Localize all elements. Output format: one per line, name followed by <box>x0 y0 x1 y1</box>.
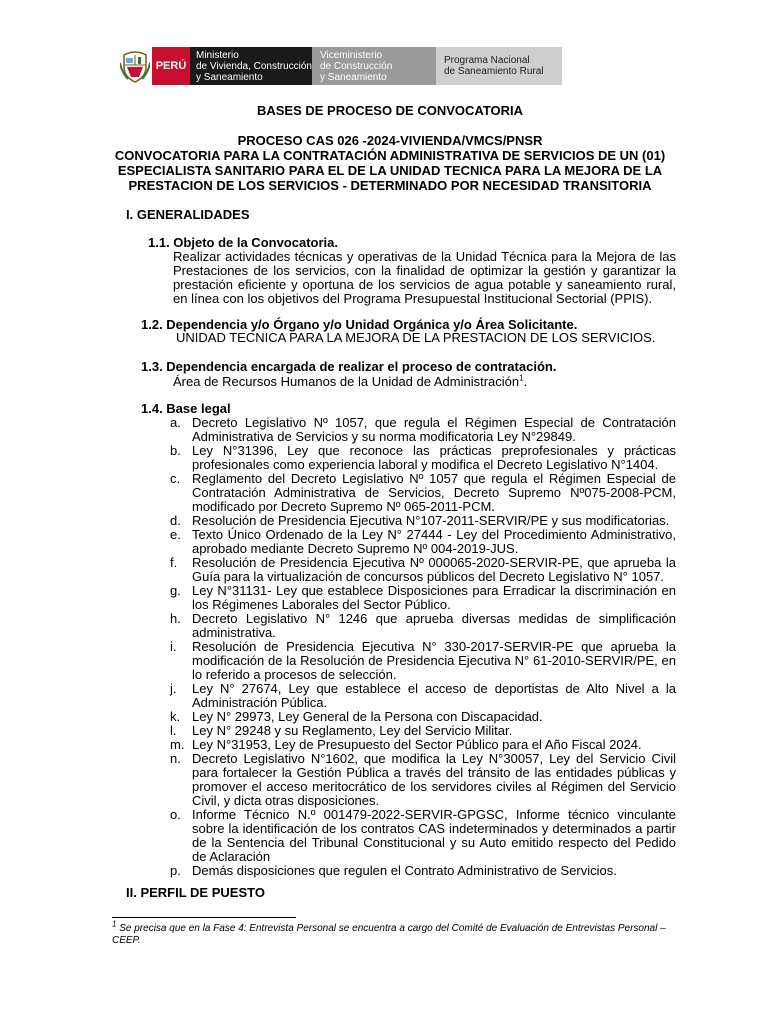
vice-line-3: y Saneamiento <box>320 71 387 83</box>
subtitle-line-4: PRESTACION DE LOS SERVICIOS - DETERMINADO POR NECESIDAD TRANSITORIA <box>128 178 652 193</box>
base-legal-item-marker: c. <box>170 471 181 486</box>
subsection-1-2-heading: 1.2. Dependencia y/o Órgano y/o Unidad Orgánica y/o Área Solicitante. <box>141 317 578 332</box>
viceministry-brand-block <box>312 47 436 85</box>
base-legal-item-marker: p. <box>170 863 181 878</box>
ministry-line-3: y Saneamiento <box>196 71 263 83</box>
section-perfil-heading: II. PERFIL DE PUESTO <box>126 885 265 900</box>
vice-line-1: Viceministerio <box>320 49 383 61</box>
base-legal-item-marker: g. <box>170 583 181 598</box>
footnote <box>112 919 682 947</box>
base-legal-item-text: Ley N°31953, Ley de Presupuesto del Sector Público para el Año Fiscal 2024. <box>192 737 642 752</box>
base-legal-item-text: Ley N° 29248 y su Reglamento, Ley del Servicio Militar. <box>192 723 513 738</box>
base-legal-item-marker: e. <box>170 527 181 542</box>
base-legal-item-text: Decreto Legislativo Nº 1057, que regula el Régimen Especial de Contratación Administrativa de Servicios y su norma modificatoria Ley N°29849. <box>192 415 676 444</box>
coat-of-arms-icon <box>118 47 152 85</box>
footnote-text: Se precisa que en la Fase 4: Entrevista Personal se encuentra a cargo del Comité de Evaluación de Entrevistas Personal – CEEP. <box>112 923 666 946</box>
subsection-1-3-body <box>173 375 527 389</box>
base-legal-item-marker: l. <box>170 723 177 738</box>
base-legal-item-text: Resolución de Presidencia Ejecutiva N° 330-2017-SERVIR-PE que aprueba la modificación de la Resolución de Presidencia Ejecutiva N° 61-2010-SERVIR/PE, en lo referido a procesos de selección. <box>192 639 676 682</box>
base-legal-item-text: Resolución de Presidencia Ejecutiva N°107-2011-SERVIR/PE y sus modificatorias. <box>192 513 670 528</box>
base-legal-item-marker: n. <box>170 751 181 766</box>
base-legal-item-text: Informe Técnico N.º 001479-2022-SERVIR-GPGSC, Informe técnico vinculante sobre la identificación de los contratos CAS indeterminados y determinados a partir de la Sentencia del Tribunal Constitucional y su Auto emitido respecto del Pedido de Aclaración <box>192 807 676 864</box>
base-legal-item-text: Demás disposiciones que regulen el Contrato Administrativo de Servicios. <box>192 863 617 878</box>
subsection-1-1-heading: 1.1. Objeto de la Convocatoria. <box>148 235 338 250</box>
program-brand-block <box>436 47 562 85</box>
base-legal-item-marker: o. <box>170 807 181 822</box>
ministry-brand-block <box>190 47 312 85</box>
document-subtitle <box>100 133 680 193</box>
base-legal-item-marker: m. <box>170 737 185 752</box>
base-legal-item-marker: i. <box>170 639 177 654</box>
base-legal-item-marker: h. <box>170 611 181 626</box>
subtitle-line-3: ESPECIALISTA SANITARIO PARA EL DE LA UNIDAD TECNICA PARA LA MEJORA DE LA <box>117 163 663 178</box>
subsection-1-1-body: Realizar actividades técnicas y operativas de la Unidad Técnica para la Mejora de las Prestaciones de los servicios, con la finalidad de optimizar la gestión y garantizar la prestación eficiente y oportuna de los servicios de agua potable y saneamiento rural, en línea con los objetivos del Programa Presupuestal Institucional Sectorial (PPIS). <box>173 249 676 306</box>
subsection-1-2-body: UNIDAD TECNICA PARA LA MEJORA DE LA PRESTACION DE LOS SERVICIOS. <box>176 330 656 345</box>
subtitle-line-1: PROCESO CAS 026 -2024-VIVIENDA/VMCS/PNSR <box>237 133 543 148</box>
document-title: BASES DE PROCESO DE CONVOCATORIA <box>256 103 524 118</box>
vice-line-2: de Construcción <box>320 60 393 72</box>
section-generalidades-heading: I. GENERALIDADES <box>126 207 250 222</box>
base-legal-item-marker: b. <box>170 443 181 458</box>
program-line-2: de Saneamiento Rural <box>444 66 544 77</box>
subsection-1-4-heading: 1.4. Base legal <box>141 401 231 416</box>
peru-label: PERÚ <box>155 60 187 72</box>
base-legal-item-text: Resolución de Presidencia Ejecutiva Nº 000065-2020-SERVIR-PE, que aprueba la Guía para la virtualización de concursos públicos del Decreto Legislativo N° 1057. <box>192 555 676 584</box>
base-legal-item-marker: k. <box>170 709 181 724</box>
base-legal-item-text: Ley N°31396, Ley que reconoce las prácticas preprofesionales y prácticas profesionales como experiencia laboral y modifica el Decreto Legislativo N°1404. <box>192 443 676 472</box>
subsection-1-3-heading: 1.3. Dependencia encargada de realizar el proceso de contratación. <box>141 359 557 374</box>
subsection-1-3-text: Área de Recursos Humanos de la Unidad de Administración <box>173 374 520 389</box>
footnote-separator <box>112 917 296 918</box>
base-legal-item-marker: d. <box>170 513 181 528</box>
peru-brand-block <box>152 47 190 85</box>
base-legal-item-text: Ley N° 29973, Ley General de la Persona con Discapacidad. <box>192 709 543 724</box>
program-line-1: Programa Nacional <box>444 55 530 66</box>
base-legal-item-text: Ley N°31131- Ley que establece Disposiciones para Erradicar la discriminación en los Régimenes Laborales del Sector Público. <box>192 583 676 612</box>
base-legal-item-text: Ley N° 27674, Ley que establece el acceso de deportistas de Alto Nivel a la Administración Pública. <box>192 681 676 710</box>
ministry-line-2: de Vivienda, Construcción <box>196 60 312 72</box>
footnote-marker: 1 <box>112 919 117 929</box>
base-legal-item-text: Decreto Legislativo N°1602, que modifica la Ley N°30057, Ley del Servicio Civil para fortalecer la Gestión Pública a través del tránsito de las entidades públicas y promover el acceso meritocrático de los servidores civiles al Régimen del Servicio Civil, y dicta otras disposiciones. <box>192 751 676 808</box>
subsection-1-3-period: . <box>523 374 528 389</box>
ministry-line-1: Ministerio <box>196 49 239 61</box>
subtitle-line-2: CONVOCATORIA PARA LA CONTRATACIÓN ADMINISTRATIVA DE SERVICIOS DE UN (01) <box>114 148 666 163</box>
base-legal-item-marker: a. <box>170 415 181 430</box>
base-legal-item-text: Texto Único Ordenado de la Ley N° 27444 - Ley del Procedimiento Administrativo, aprobado mediante Decreto Supremo Nº 004-2019-JUS. <box>192 527 676 556</box>
base-legal-item-marker: f. <box>170 555 178 570</box>
base-legal-item-marker: j. <box>170 681 177 696</box>
base-legal-item-text: Reglamento del Decreto Legislativo Nº 1057 que regula el Régimen Especial de Contratación Administrativa de Servicios, Decreto Supremo Nº075-2008-PCM, modificado por Decreto Supremo Nº 065-2011-PCM. <box>192 471 676 514</box>
footnote-ref-1: 1 <box>519 373 524 383</box>
base-legal-item-text: Decreto Legislativo N° 1246 que aprueba diversas medidas de simplificación administrativa. <box>192 611 676 640</box>
institutional-header <box>118 47 562 85</box>
